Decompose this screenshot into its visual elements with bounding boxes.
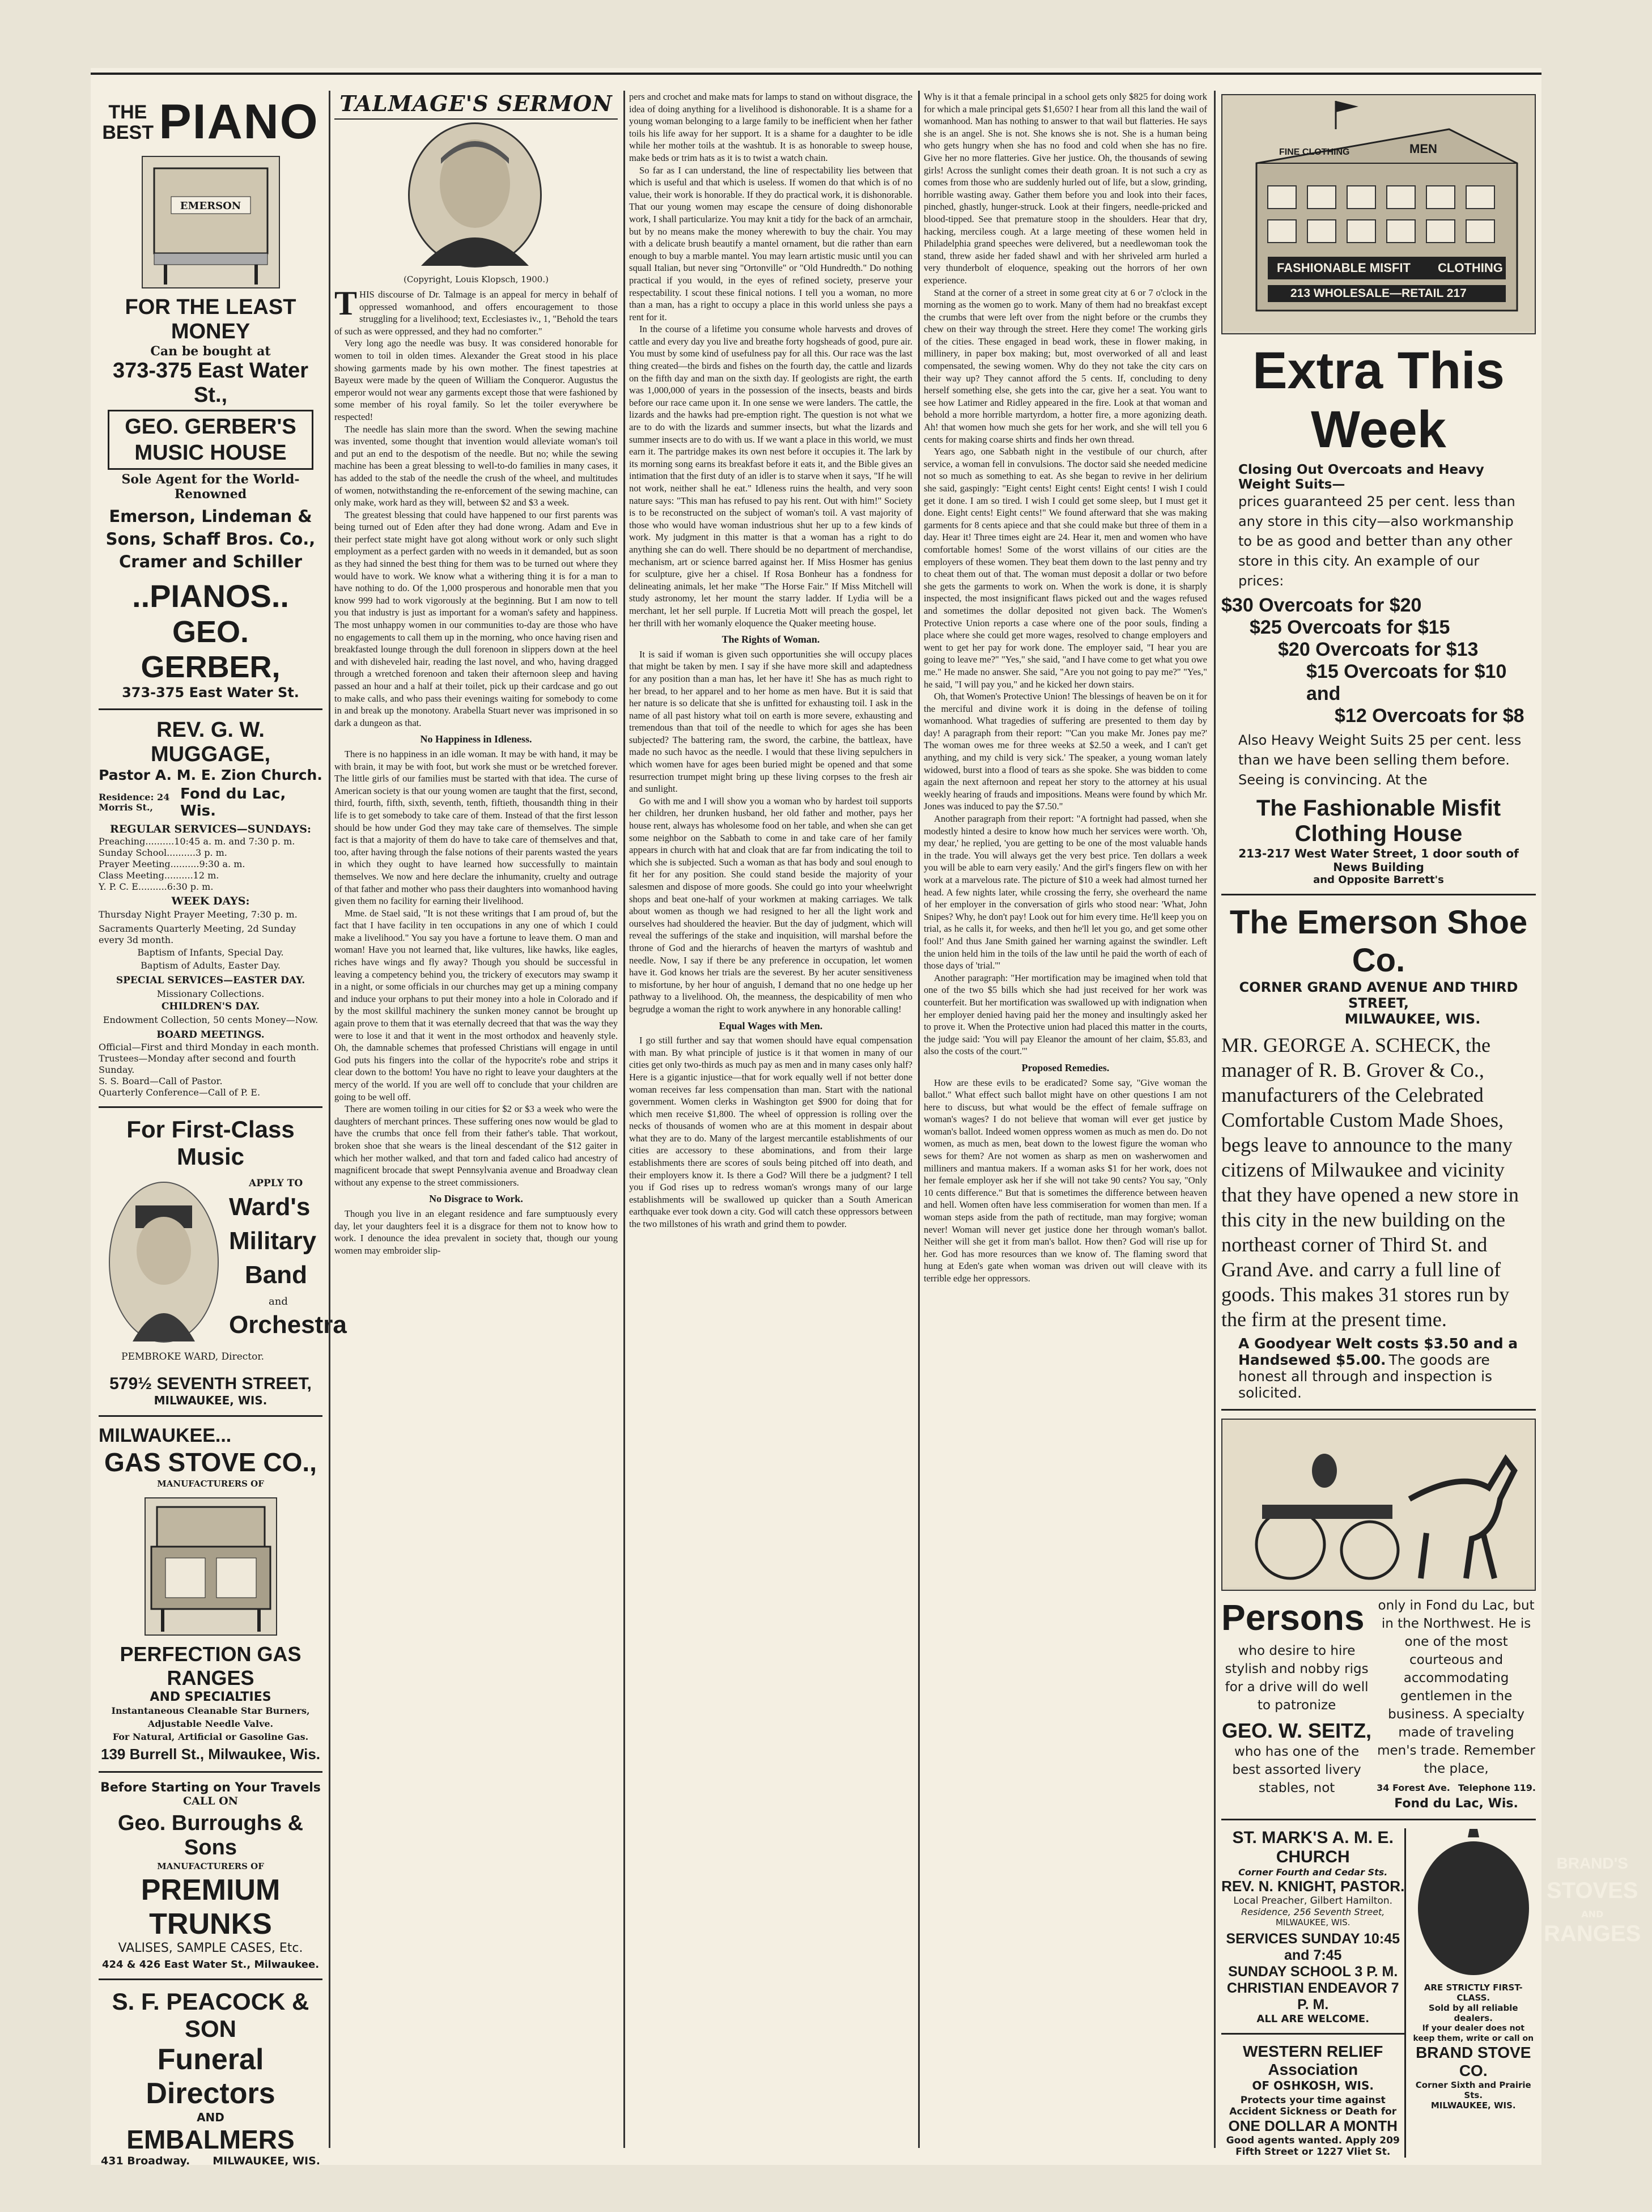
board-line: Trustees—Monday after second and fourth Sunday. [99,1053,296,1075]
brands-stoves-ad [1404,1828,1641,2158]
funeral-city: MILWAUKEE, WIS. [213,2155,320,2167]
paragraph: In the course of a lifetime you consume whole harvests and droves of cattle and every day you live and breathe forty hogsheads of good, pure air. You must by some kind of usefulness pay for all this. Our race was the last thing created—the birds and fishes on the fourth day, the cattle and lizards on the fifth day and man on the sixth day. If geologists are right, the earth was 1,000,000 of years in the possession of the insects, beasts and birds before our race came upon it. In one sense we were landers. The cattle, the lizards and the hawks had pre-emption right. The question is not what we are to do with the lizards and summer insects, but what the lizards and summer insects are to do with us. If we want a place in this world, we must earn it. The partridge makes its own nest before it occupies it. The lark by its morning song earns its breakfast before it eats it, and the Bible gives an intimation that the first duty of an idler is to starve when it says, "If he will not work, neither shall he eat." Idleness ruins the health, and very soon nature says: "This man has refused to pay his rent. Out with him!" Society is to be reconstructed on the subject of woman's toil. A vast majority of those who would have woman industrious shut her up to a few kinds of work. My judgment in this matter is that a woman has a right to do anything she can do well. There should be no department of merchandise, mechanism, art or science barred against her. If Miss Hosmer has genius for sculpture, give her a chisel. If Rosa Bonheur has a fondness for delineating animals, let her make "The Horse Fair." If Miss Mitchell will study astronomy, let her mount the starry ladder. If Lydia will be a merchant, let her sell purple. If Lucretia Mott will preach the gospel, let her thrill with her womanly eloquence the Quaker meeting house. [629,324,912,629]
misfit-address: 213-217 West Water Street, 1 door south of News Building [1238,847,1519,874]
service-line: Class Meeting..........12 m. [99,870,219,881]
service-line: Y. P. C. E..........6:30 p. m. [99,881,214,892]
church-city: Fond du Lac, Wis. [180,786,286,820]
relief-body: Protects your time against Accident Sickness or Death for [1229,2095,1397,2117]
separator [1221,2033,1404,2035]
separator [99,1771,322,1773]
music-house-box: GEO. GERBER'S MUSIC HOUSE [108,410,313,470]
paragraph: How are these evils to be eradicated? Some say, "Give woman the ballot." What effect such ballot might have on other questions I am not here to discuss, but what would be the effect of female suffrage on woman's wages? I do not believe that woman will ever get justice by woman's ballot. Indeed women oppress women as much as men do. Do not women, as much as men, beat down to the lowest figure the woman who sews for them? Are not women as sharp as men on washerwomen and milliners and mantua makers. If a woman asks $1 for her work, does not her female employer ask her if she will not take 90 cents? You say, "Only 10 cents difference." But that is sometimes the difference between heaven and hell. Women often have less commiseration for women than men. If a woman steps aside from the path of rectitude, man may forgive; woman never! Woman will never get justice done her through woman's ballot. Neither will she get it from man's ballot. How then? God will rise up for her. God has more resources than we know of. The flaming sword that hung at Eden's gate when woman was driven out will cleave with its terrible edge her oppressors. [924,1077,1207,1284]
relief-name: WESTERN RELIEF Association [1243,2043,1383,2078]
intro-text: HIS discourse of Dr. Talmage is an appeal for mercy in behalf of oppressed womanhood, and offers encouragement to those struggling for a livelihood; text, Ecclesiastes iv., 1, "Behold the tears of such as were oppressed, and they had no comforter." [334,289,618,337]
piano-illustration [142,156,280,288]
price-line: $12 Overcoats for $8 [1335,705,1524,727]
western-relief-ad [1221,2043,1404,2158]
brands-word-4: RANGES [1544,1921,1641,1946]
goodyear-price: A Goodyear Welt costs $3.50 and a Handsewed $5.00. [1238,1335,1518,1368]
gas-stove-name-2: GAS STOVE CO., [104,1447,317,1477]
seitz-right [1372,1597,1536,1811]
piano-ad [99,94,322,700]
paragraph: Why is it that a female principal in a school gets only $825 for doing work for which a male principal gets $1,650? I hear from all this land the wail of womanhood. Man has nothing to answer to that wail but flatteries. He says she is an angel. She is not. She knows she is not. She is a human being who gets hungry when she has no food and cold when she has no fire. Give her no more flatteries. Give her justice. Oh, the thousands of sewing girls! Across the sunlight comes their death groan. It is not such a cry as comes from those who are suddenly hurled out of life, but a slow, grinding, horrible wasting away. Gather them before you and look into their faces, pinched, ghastly, hunger-struck. Look at their fingers, needle-pricked and blood-tipped. See that premature stoop in the shoulders. Hear that dry, hacking, merciless cough. At a large meeting of these women held in Philadelphia grand speeches were delivered, but a needlewoman took the stand, threw aside her faded shawl and with her shriveled arm hurled a very thunderbolt of eloquence, speaking out the horrors of her own experience. [924,91,1207,286]
gerber-address: 373-375 East Water St. [122,685,299,700]
talmage-portrait [408,122,542,268]
subhead-wages: Equal Wages with Men. [719,1020,823,1031]
board-line: S. S. Board—Call of Pastor. [99,1076,223,1086]
subhead-idleness: No Happiness in Idleness. [420,733,532,745]
gas-detail-2: Adjustable Needle Valve. [147,1718,274,1729]
band-leader-portrait [109,1182,219,1343]
board-list [99,1042,322,1098]
extra-headline: Extra This Week [1252,342,1505,458]
separator [99,708,322,710]
price-line: $15 Overcoats for $10 and [1306,661,1507,704]
separator [1221,1409,1536,1411]
goodyear-line [1221,1335,1536,1401]
childrens-day: CHILDREN'S DAY. [161,1001,260,1012]
sermon-title: TALMAGE'S SERMON [334,91,618,120]
gas-stove-mfr: MANUFACTURERS OF [157,1479,264,1489]
separator [99,1106,322,1108]
separator [1221,894,1536,895]
extra-this-week-ad [1221,341,1536,886]
paragraph: Very long ago the needle was busy. It was considered honorable for women to toil in olden times. Alexander the Great stood in his place showing garments made by his own mother. The finest tapestries at Bayeux were made by the queen of William the Conqueror. Augustus the emperor would not wear any garments except those that were fashioned by some member of his royal family. So let the toiler everywhere be respected! [334,338,618,422]
top-rule [91,73,1541,75]
gas-detail-3: For Natural, Artificial or Gasoline Gas. [112,1731,309,1742]
separator [99,1979,322,1980]
paragraph: Though you live in an elegant residence and fare sumptuously every day, let your daughters feel it is a disgrace for them not to know how to work. I denounce the idea prevalent in society that, though our young women may embroider slip- [334,1208,618,1256]
brands-emblem [1414,1832,1641,1979]
column-rule [623,91,625,2148]
sign-clothing: CLOTHING [1438,261,1503,275]
band-name-2: Military [229,1227,317,1255]
sermon-body-3 [924,91,1207,1285]
brands-sold: Sold by all reliable dealers. [1428,2003,1518,2023]
funeral-address-row [99,2155,322,2167]
the-best-label: THE BEST [102,101,154,143]
sole-agent: Sole Agent for the World-Renowned [121,472,300,502]
sign-men: MEN [1409,142,1437,156]
misfit-opposite: and Opposite Barrett's [1313,874,1444,886]
paragraph: Stand at the corner of a street in some great city at 6 or 7 o'clock in the morning as the women go to work. Many of them had no breakfast except the crumbs that were left over from the night before or the crumbs they chew on their way through the street. Here they come! The working girls of the cities. These engaged in bead work, these in flower making, in millinery, in paper box making; but, most overworked of all and least compensated, the sewing women. Why do they not take the city cars on their way up? They cannot afford the 5 cents. If, concluding to deny herself something else, she gets into the car, give her a seat. You want to see how Latimer and Ridley appeared in the fire. Look at that woman and behold a more horrible martyrdom, a hotter fire, a more agonizing death. Ah! that women how much she gets for her work, and she will tell you 6 cents for making coarse shirts and finds her own thread. [924,287,1207,445]
sign-fashionable-misfit: FASHIONABLE MISFIT [1277,261,1411,275]
drop-cap: T [334,285,358,322]
band-name-3: Band [245,1261,307,1289]
carriage-illustration [1221,1419,1536,1591]
burroughs-name: Geo. Burroughs & Sons [117,1811,304,1859]
column-rule [918,91,920,2148]
band-address: 579½ SEVENTH STREET, [109,1374,312,1393]
band-director: PEMBROKE WARD, Director. [121,1351,265,1362]
before-travels: Before Starting on Your Travels [100,1781,321,1795]
call-on: CALL ON [182,1795,239,1807]
subhead-remedies: Proposed Remedies. [1021,1062,1110,1073]
brands-word-2: STOVES [1546,1878,1638,1903]
bought-at: Can be bought at [150,344,271,359]
service-line: Sunday School..........3 p. m. [99,847,227,858]
talmage-portrait-icon [410,124,540,266]
gas-stove-ad [99,1425,322,1763]
board-line: Official—First and third Monday in each month. [99,1042,319,1052]
regular-services: REGULAR SERVICES—SUNDAYS: [109,823,312,835]
shoe-company: The Emerson Shoe Co. [1229,904,1528,979]
brands-word-1: BRAND'S [1556,1854,1628,1872]
brands-word-3: AND [1581,1909,1604,1920]
stmark-welcome: ALL ARE WELCOME. [1256,2013,1370,2025]
peacock-name: S. F. PEACOCK & SON [112,1988,309,2042]
funeral-and: AND [197,2111,224,2124]
baptism-adults: Baptism of Adults, Easter Day. [141,960,281,971]
stmark-services: SERVICES SUNDAY 10:45 and 7:45 [1226,1931,1400,1963]
stove-emblem-icon [1414,1832,1533,1979]
least-money: FOR THE LEAST MONEY [125,295,296,343]
gerber-name: GEO. GERBER, [141,615,281,684]
church-rev: REV. G. W. MUGGAGE, [150,718,271,766]
funeral-directors: Funeral Directors [146,2043,275,2110]
week-days: WEEK DAYS: [171,895,250,907]
paragraph: There is no happiness in an idle woman. It may be with hand, it may be with brain, it may be with foot, but work she must or be wretched forever. The little girls of our families must be started with that idea. The curse of American society is that our young women are taught that the first, second, third, fourth, fifth, sixth, seventh, tenth, fiftieth, thousandth thing in their life is to get somebody to take care of them. Instead of that the first lesson should be how under God they may take care of themselves. The simple fact is that a majority of them do have to take care of themselves and that, too, after having through the false notions of their parents wasted the years in which they ought to have learned how successfully to maintain themselves. We now and here declare the inhumanity, cruelty and outrage of that father and mother who pass their daughters into womanhood having given them no facility for earning their livelihood. [334,748,618,907]
paragraph: Another paragraph from their report: "A fortnight had passed, when she modestly hinted a desire to know how much her services were worth. 'Oh, my dear,' he replied, 'you are getting to be one of the most valuable hands in the trade. You will always get the very best price. Ten dollars a week you will be able to earn very easily.' And the girl's fingers flew on with her work at a marvelous rate. The picture of $10 a week had almost turned her head. A few nights later, while crossing the ferry, she overheard the name of her employer in the conversation of girls who stood near: 'What, John Snipes? Why, he don't pay! Look out for him every time. He'll keep you on trial, as he calls it, for weeks, and then he'll let you go, and get some other fool!' And thus Jane Smith gained her warning against the swindler. Left the union held him in the toils of the law until he paid the worth of each of those days of 'trial.'" [924,813,1207,971]
stmark-endeavor: CHRISTIAN ENDEAVOR 7 P. M. [1226,1980,1399,2013]
seitz-left [1221,1597,1372,1811]
seitz-ad [1221,1597,1536,1811]
stmark-residence: Residence, 256 Seventh Street, [1241,1907,1385,1917]
sermon-masthead [334,91,618,272]
piano-icon [143,157,279,287]
shoe-body: MR. GEORGE A. SCHECK, the manager of R. B. Grover & Co., manufacturers of the Celebrated Comfortable Custom Made Shoes, begs leave to announce to the many citizens of Milwaukee and vicinity that they have opened a new store in this city in the new building on the northeast corner of Third St. and Grand Ave. and carry a full line of goods. This makes 31 stores run by the firm at the present time. [1221,1034,1519,1331]
endowment: Endowment Collection, 50 cents Money—Now. [103,1014,318,1025]
funeral-address: 431 Broadway. [101,2155,190,2167]
seitz-contact-row [1377,1782,1536,1793]
emerson-shoe-ad [1221,903,1536,1401]
seitz-city: Fond du Lac, Wis. [1394,1797,1518,1811]
church-residence: Residence: 24 Morris St., [99,792,170,813]
band-name-1: Ward's [229,1193,311,1221]
special-services: SPECIAL SERVICES—EASTER DAY. [116,975,305,986]
price-line: $30 Overcoats for $20 [1221,595,1422,616]
stmark-city: MILWAUKEE, WIS. [1275,1917,1351,1927]
baptism-infants: Baptism of Infants, Special Day. [137,947,284,958]
separator [1221,1819,1536,1820]
ad-column-right [1221,91,1641,2158]
perfection-ranges: PERFECTION GAS RANGES [120,1642,301,1689]
brands-city: MILWAUKEE, WIS. [1430,2100,1516,2111]
copyright: (Copyright, Louis Klopsch, 1900.) [404,274,549,285]
board-line: Quarterly Conference—Call of P. E. [99,1087,261,1098]
price-line: $20 Overcoats for $13 [1278,639,1479,660]
paragraph: The greatest blessing that could have happened to our first parents was being turned out of Eden after they had done wrong. Adam and Eve in their perfect state might have got along without work or only such slight employment as a perfect garden with no weeds in it demanded, but as soon as they had sinned the best thing for them was to be turned out where they would have to work. We know what a withering thing it is for a man to have nothing to do. Of the 1,000 prosperous and honorable men that you know 999 had to work vigorously at the beginning. But I am now to tell you that industry is just as important for a woman's safety and happiness. The most unhappy women in our communities to-day are those who have no engagements to call them up in the morning, who once having risen and breakfasted lounge through the dull forenoon in slippers down at the heel and with disheveled hair, reading the last novel, and who, having dragged through a wretched forenoon and taken their afternoon sleep and having passed an hour and a half at their toilet, pick up their cardcase and go out to make calls, and who pass their evenings waiting for somebody to come in and break up the monotony. Arabella Stuart never was imprisoned in so dark a dungeon as that. [334,509,618,728]
sign-wholesale-retail: 213 WHOLESALE—RETAIL 217 [1290,287,1467,300]
brands-ifnot: If your dealer does not keep them, write or call on [1413,2024,1534,2043]
also-suits: Also Heavy Weight Suits 25 per cent. less than we have been selling them before. Seeing is convincing. At the [1238,732,1522,788]
band-and: and [269,1296,288,1307]
piano-brand-label: EMERSON [180,200,241,212]
stmark-corner: Corner Fourth and Cedar Sts. [1238,1867,1388,1878]
sign-fine-clothing: FINE CLOTHING [1279,147,1350,157]
paragraph: Go with me and I will show you a woman who by hardest toil supports her children, her drunken husband, her old father and mother, pays her house rent, always has wholesome food on her table, and when she can get some neighbor on the Sabbath to come in and take care of her family appears in church with hat and cloak that are far from indicating the toil to which she is subjected. Such a woman as that has body and soul enough to fit her for any position. She could stand beside the majority of your salesmen and dispose of more goods. She could go into your wheelwright shops and beat one-half of your workmen at making carriages. We talk about women as though we had resigned to her all the light work and ourselves had shouldered the heavier. But the day of judgment, which will reveal the sufferings of the stake and inquisition, will marshal before the throne of God and the hierarchs of heaven the martyrs of washtub and needle. Now, I say if there be any preference in occupation, let women have it. God knows her trials are the severest. By her acuter sensitiveness to misfortune, by her hour of anguish, I demand that no one hedge up her pathway to a livelihood. Oh, the meanness, the despicability of men who begrudge a woman the right to work anywhere in any honorable calling! [629,795,912,1014]
funeral-ad [99,1988,322,2167]
paragraph: There are women toiling in our cities for $2 or $3 a week who were the daughters of merchant princes. These suffering ones now would be glad to have the crumbs that once fell from their father's table. That workout, broken shoe that she wears is the lineal descendant of the $12 gaiter in which her mother walked, and that torn and faded calico had ancestry of magnificent brocade that swept Pennsylvania avenue and Broadway clean without any expense to the street commissioners. [334,1103,618,1188]
gas-detail-1: Instantaneous Cleanable Star Burners, [111,1705,310,1716]
piano-brands: Emerson, Lindeman & Sons, Schaff Bros. Co., Cramer and Schiller [105,507,316,571]
persons-body: who desire to hire stylish and nobby rigs for a drive will do well to patronize [1225,1644,1369,1713]
trunks-mfr: MANUFACTURERS OF [157,1861,264,1871]
stmark-rev: REV. N. KNIGHT, PASTOR. [1221,1878,1405,1895]
misfit-building-illustration [1221,94,1536,334]
sermon-body-2 [629,91,912,1230]
sermon-intro [334,285,618,337]
embalmers: EMBALMERS [126,2125,295,2154]
separator [99,1415,322,1417]
first-class-music: For First-Class Music [126,1116,295,1170]
column-rule [329,91,330,2148]
brands-strict: ARE STRICTLY FIRST-CLASS. [1424,1982,1523,2003]
stmark-name: ST. MARK'S A. M. E. CHURCH [1232,1828,1394,1866]
sermon-column-1 [334,91,618,2148]
band-ad [99,1116,347,1407]
church-ad [99,718,322,1098]
paragraph: Another paragraph: "Her mortification may be imagined when told that one of the two $5 bills which she had just received for her work was counterfeit. But her mortification was swallowed up with indignation when her employer denied having paid her the money and insultingly asked her to prove it. When the Protective union had placed this matter in the courts, the judge said: 'You will pay Eleanor the amount of her claim, $5.83, and also the costs of the court.'" [924,972,1207,1057]
sacraments: Sacraments Quarterly Meeting, 2d Sunday every 3d month. [99,923,296,945]
band-city: MILWAUKEE, WIS. [154,1394,267,1407]
service-line: Preaching..........10:45 a. m. and 7:30 p. m. [99,836,295,847]
board-meetings: BOARD MEETINGS. [156,1029,265,1041]
seitz-addr: 34 Forest Ave. [1377,1782,1450,1793]
gas-range-illustration [145,1497,277,1636]
relief-city: OF OSHKOSH, WIS. [1252,2079,1374,2092]
piano-address: 373-375 East Water St., [112,359,308,407]
column-rule [1214,91,1216,2148]
st-marks-ad [1221,1828,1404,2025]
relief-dollar: ONE DOLLAR A MONTH [1228,2117,1398,2134]
church-pastor: Pastor A. M. E. Zion Church. [99,767,322,783]
persons-headline: Persons [1221,1597,1365,1638]
paragraph: Oh, that Women's Protective Union! The blessings of heaven be on it for the merciful and divine work it is doing in the defense of toiling womanhood. What tragedies of suffering are presented to them day by day! A paragraph from their report: "'Can you make Mr. Jones pay me?' The woman owes me for three weeks at $2.50 a week, and I can't get anything, and my child is very sick.' The speaker, a young woman lately widowed, burst into a flood of tears as she spoke. She was bidden to come again the next afternoon and repeat her story to the attorney at his usual weekly hearing of frauds and impositions. Means were found by which Mr. Jones was induced to pay the $7.50." [924,691,1208,812]
missionary: Missionary Collections. [156,988,265,999]
gas-stove-name-1: MILWAUKEE... [99,1425,232,1446]
paragraph: I go still further and say that women should have equal compensation with man. By what principle of justice is it that women in many of our cities get only two-thirds as much pay as men and in many cases only half? Here is a gigantic injustice—that for work equally well if not better done woman receives far less compensation than man. Start with the national government. Women clerks in Washington get $900 for doing that for which men receive $1,800. The wheel of oppression is rolling over the necks of thousands of women who are at this moment in despair about what they are to do. Many of the largest mercantile establishments of our cities are accessory to these abominations, and from their large establishments there are scores of souls being pitched off into death, and their employers know it. Is there a God? Will there be a judgment? I tell you if God rises up to redress woman's wrongs many of our large establishments will be swallowed up quicker than a South American earthquake ever took down a city. God will catch these oppressors between the two millstones of his wrath and grind them to powder. [629,1035,912,1230]
paragraph: Years ago, one Sabbath night in the vestibule of our church, after service, a woman fell in convulsions. The doctor said she needed medicine not so much as something to eat. As she began to revive in her delirium she said, gaspingly: "Eight cents! Eight cents! Eight cents! I wish I could get it done. I am so tired. I wish I could get some sleep, but I must get it done. Eight cents! Eight cents!" We found afterward that she was making garments for 8 cents apiece and that she could make but three of them in a day. Hear it! Three times eight are 24. Hear it, men and women who have comfortable homes! Some of the worst villains of our cities are the employers of these women. They beat them down to the last penny and try to cheat them out of that. The woman must deposit a dollar or two before she gets the garments to work on. When the work is done, it is sharply inspected, the most insignificant flaws picked out and the wages refused and sometimes the dollar deposited not given back. The Women's Protective Union reports a case where one of the poor souls, finding a place where she could get more wages, resolved to change employers and went to get her pay for work done. The employer said, "I hear you are going to leave me?" "Yes," she said, "and I have come to get what you owe me." He made no answer. She said, "Are you not going to pay me?" "Yes," he said, "I will pay you," and he kicked her down stairs. [924,446,1207,690]
premium-trunks: PREMIUM TRUNKS [141,1874,281,1941]
bottom-ads-row [1221,1828,1641,2158]
misfit-house: The Fashionable Misfit Clothing House [1256,796,1501,846]
service-line: Prayer Meeting..........9:30 a. m. [99,859,245,869]
stmark-local: Local Preacher, Gilbert Hamilton. [1233,1895,1393,1907]
trunks-address: 424 & 426 East Water St., Milwaukee. [101,1959,320,1971]
services-list [99,836,322,893]
gas-address: 139 Burrell St., Milwaukee, Wis. [100,1746,321,1763]
brands-address: Corner Sixth and Prairie Sts. [1415,2080,1531,2100]
paragraph: Mme. de Stael said, "It is not these writings that I am proud of, but the fact that I have facility in ten occupations in any one of which I could make a livelihood." You say you have a fortune to leave them. O man and woman! Have you not learned that, like vultures, like hawks, like eagles, riches have wings and fly away? Though you should be successful in leaving a competency behind you, the trickery of executors may swamp it in a night, or some officials in our churches may get up a mining company and induce your orphans to put their money into a hole in Colorado and if by the most skillful machinery the sunken money cannot be brought up again prove to them that it was eternally decreed that that was the way they were to lose it and that it went in the most orthodox and heavenly style. Oh, the damnable schemes that professed Christians will engage in until God puts his fingers into the collar of the hypocrite's robe and strips it clear down to the bottom! You have no right to leave your daughters at the mercy of the world. If you are well off to conclude that your children are going to be well off. [334,907,618,1102]
band-orchestra: Orchestra [229,1311,347,1339]
seitz-right-body: only in Fond du Lac, but in the Northwest. He is one of the most courteous and accommodating gentlemen in the business. A specialty made of traveling men's trade. Remember the place, [1377,1598,1536,1776]
goodyear-tail: The goods are honest all through and inspection is solicited. [1238,1352,1493,1401]
bottom-ads-left [1221,1828,1404,2158]
seitz-body: who has one of the best assorted livery stables, not [1232,1744,1361,1795]
sermon-column-3 [924,91,1207,2148]
sermon-body-1 [334,285,618,1256]
closing-body: prices guaranteed 25 per cent. less than any store in this city—also workmanship to be as good and better than any other store in this city. An example of our prices: [1238,494,1515,589]
seitz-tel: Telephone 119. [1458,1782,1536,1793]
shoe-address-2: MILWAUKEE, WIS. [1344,1011,1481,1027]
paragraph: So far as I can understand, the line of respectability lies between that which is useful and that which is useless. If women do that which is of no value, their work is honorable. If they do practical work, it is dishonorable. That our young women may escape the censure of doing dishonorable work, I shall particularize. You may knit a tidy for the back of an armchair, but by no means make the money wherewith to buy the chair. You may with a delicate brush beautify a mantel ornament, but die rather than earn enough to buy a marble mantel. You may learn artistic music until you can squall Italian, but never sing "Ortonville" or "Old Hundredth." Do nothing practical if you would, in the eyes of refined society, preserve your respectability. I scout these finical notions. I tell you a woman, no more than a man, has a right to occupy a place in this world unless she pays a rent for it. [629,164,912,322]
pianos-word: ..PIANOS.. [132,578,289,614]
relief-agents: Good agents wanted. Apply 209 Fifth Street or 1227 Vliet St. [1226,2135,1400,2158]
subhead-rights: The Rights of Woman. [721,634,820,646]
subhead-disgrace: No Disgrace to Work. [429,1193,523,1205]
gas-range-icon [146,1498,276,1634]
price-line: $25 Overcoats for $15 [1250,617,1450,638]
paragraph: pers and crochet and make mats for lamps to stand on without disgrace, the idea of doing anything for a livelihood is dishonorable. It is a shame for a young woman belonging to a large family to be inefficient when her father toils his life away for her support. It is a shame for a daughter to be idle while her mother toils at the washtub. It is as honorable to sweep house, make beds or trim hats as it is to twist a watch chain. [629,91,912,163]
seitz-name: GEO. W. SEITZ, [1222,1719,1372,1742]
valises: VALISES, SAMPLE CASES, Etc. [118,1941,303,1955]
thursday: Thursday Night Prayer Meeting, 7:30 p. m. [99,909,298,920]
newspaper-page [91,68,1641,2167]
piano-word: PIANO [159,95,319,149]
brands-company: BRAND STOVE CO. [1416,2044,1531,2079]
sermon-column-2 [629,91,912,2148]
apply-to: APPLY TO [249,1178,303,1189]
trunks-ad [99,1781,322,1971]
stmark-sunday-school: SUNDAY SCHOOL 3 P. M. [1228,1964,1398,1980]
ad-column-left [99,91,347,2167]
specialties: AND SPECIALTIES [150,1690,271,1704]
closing-out: Closing Out Overcoats and Heavy Weight Suits— [1238,462,1484,492]
paragraph: The needle has slain more than the sword. When the sewing machine was invented, some thought that invention would alleviate woman's toil and put an end to the despotism of the needle. But no; while the sewing machine has been a great blessing to well-to-do families in many cases, it has added to the stab of the needle the crush of the wheel, and multitudes of women, notwithstanding the re-enforcement of the sewing machine, can only make, work hard as they will, between $2 and $3 a week. [334,423,618,508]
horse-carriage-icon [1222,1420,1535,1587]
shoe-address-1: CORNER GRAND AVENUE AND THIRD STREET, [1239,979,1518,1011]
man-portrait-icon [110,1183,218,1341]
paragraph: It is said if woman is given such opportunities she will occupy places that might be taken by men. I say if she have more skill and adaptedness for any position than a man has, let her have it! She has as much right to her bread, to her apparel and to her home as men have. But it is said that her nature is so delicate that she is unfitted for exhausting toil. I ask in the name of all past history what toil on earth is more severe, exhausting and tremendous than that toil of the needle to which for ages she has been subjected? The battering ram, the sword, the carbine, the battleax, have made no such havoc as the needle. I would that these living sepulchers in which women have for ages been buried might be opened and that some resurrection trumpet might bring up these living corpses to the fresh air and sunlight. [629,648,912,795]
